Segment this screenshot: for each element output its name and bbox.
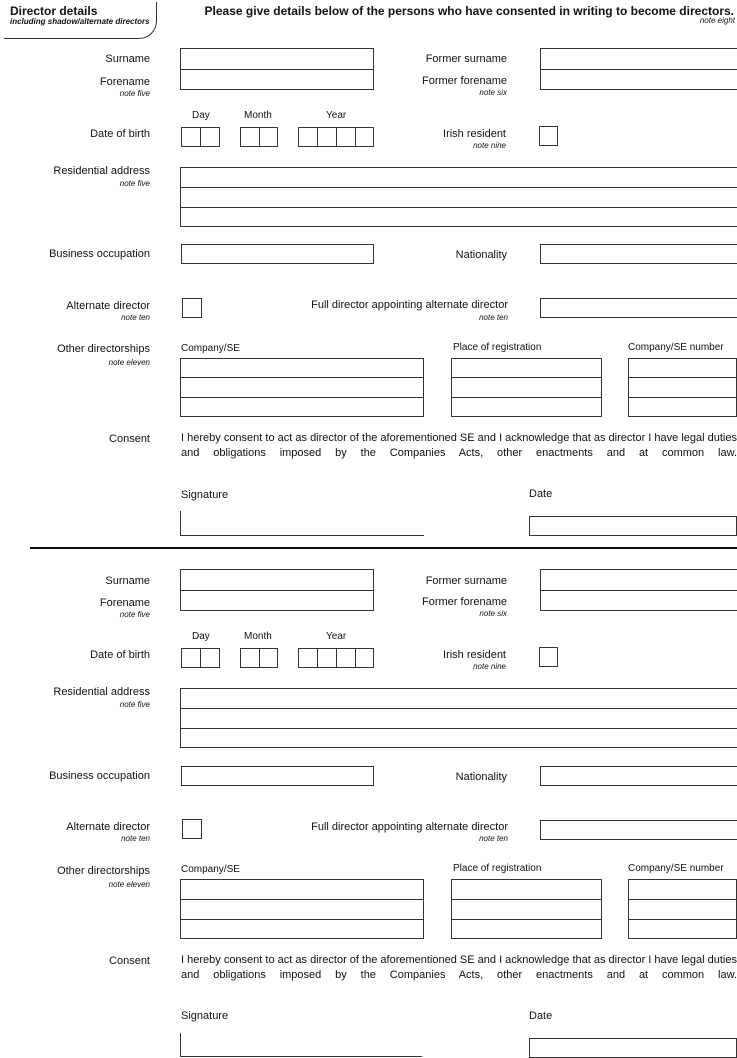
instruction-heading: Please give details below of the persons who have consented in writing to become directors. [204, 4, 734, 18]
former-forename-label: Former forename [422, 75, 507, 87]
box-divider [628, 899, 737, 900]
box-divider [200, 648, 201, 668]
surname-input[interactable] [180, 48, 374, 69]
former-forename-note: note six [479, 88, 507, 97]
date-input[interactable] [529, 516, 737, 536]
month-label: Month [244, 631, 272, 642]
irish-resident-label: Irish resident [443, 649, 506, 661]
former-forename-input[interactable] [540, 590, 737, 611]
full-director-note: note ten [479, 834, 508, 843]
former-surname-label: Former surname [425, 575, 507, 587]
forename-label: Forename [99, 597, 150, 609]
full-director-label: Full director appointing alternate director [311, 299, 508, 311]
place-of-registration-header: Place of registration [453, 863, 542, 874]
box-divider [180, 919, 424, 920]
residential-address-label: Residential address [53, 165, 150, 177]
nationality-label: Nationality [455, 249, 507, 261]
box-divider [180, 377, 424, 378]
business-occupation-label: Business occupation [49, 770, 150, 782]
box-divider [336, 648, 337, 668]
business-occupation-label: Business occupation [49, 248, 150, 260]
business-occupation-input[interactable] [181, 244, 374, 264]
other-directorships-label: Other directorships [57, 343, 150, 355]
alternate-director-label: Alternate director [66, 821, 150, 833]
date-label: Date [529, 1010, 553, 1022]
irish-resident-note: note nine [473, 141, 506, 150]
section-title: Director details [10, 4, 98, 18]
consent-text: I hereby consent to act as director of the aforementioned SE and I acknowledge that as director I have legal duties and obligations imposed by the Companies Acts, other enactments and at common law. [181, 432, 737, 459]
full-director-input[interactable] [540, 298, 737, 318]
company-se-number-header: Company/SE number [628, 863, 724, 874]
box-divider [180, 728, 737, 729]
box-divider [180, 397, 424, 398]
box-divider [180, 708, 737, 709]
forename-label: Forename [99, 76, 150, 88]
other-directorships-note: note eleven [108, 880, 150, 889]
box-divider [317, 648, 318, 668]
surname-label: Surname [105, 575, 150, 587]
consent-label: Consent [109, 955, 150, 967]
surname-label: Surname [105, 53, 150, 65]
residential-address-note: note five [119, 179, 150, 188]
forename-input[interactable] [180, 590, 374, 611]
former-surname-input[interactable] [540, 48, 737, 69]
full-director-note: note ten [479, 313, 508, 322]
surname-input[interactable] [180, 569, 374, 590]
residential-address-box[interactable] [180, 688, 737, 748]
nationality-input[interactable] [540, 244, 737, 264]
alternate-director-note: note ten [121, 313, 150, 322]
box-divider [355, 127, 356, 147]
date-of-birth-label: Date of birth [90, 649, 150, 661]
month-label: Month [244, 110, 272, 121]
former-surname-input[interactable] [540, 569, 737, 590]
box-divider [628, 919, 737, 920]
alternate-director-checkbox[interactable] [182, 298, 202, 318]
signature-field[interactable] [180, 511, 424, 536]
irish-resident-checkbox[interactable] [539, 126, 558, 146]
forename-note: note five [119, 610, 150, 619]
box-divider [180, 899, 424, 900]
company-se-table[interactable] [180, 358, 424, 417]
box-divider [180, 187, 737, 188]
business-occupation-input[interactable] [181, 766, 374, 786]
alternate-director-label: Alternate director [66, 300, 150, 312]
instruction-note: note eight [699, 16, 735, 25]
former-surname-label: Former surname [425, 53, 507, 65]
company-se-header: Company/SE [181, 864, 240, 875]
date-of-birth-label: Date of birth [90, 128, 150, 140]
irish-resident-label: Irish resident [443, 128, 506, 140]
box-divider [259, 127, 260, 147]
box-divider [451, 919, 602, 920]
company-se-number-table[interactable] [628, 358, 737, 417]
nationality-label: Nationality [455, 771, 507, 783]
signature-label: Signature [181, 489, 229, 501]
box-divider [336, 127, 337, 147]
residential-address-note: note five [119, 700, 150, 709]
date-input[interactable] [529, 1038, 737, 1058]
company-se-table[interactable] [180, 879, 424, 939]
place-of-registration-header: Place of registration [453, 342, 542, 353]
full-director-input[interactable] [540, 820, 737, 840]
box-divider [628, 377, 737, 378]
nationality-input[interactable] [540, 766, 737, 786]
box-divider [451, 397, 602, 398]
day-label: Day [192, 110, 210, 121]
forename-note: note five [119, 89, 150, 98]
date-label: Date [529, 488, 553, 500]
irish-resident-checkbox[interactable] [539, 647, 558, 667]
former-forename-label: Former forename [422, 596, 507, 608]
place-of-registration-table[interactable] [451, 879, 602, 939]
box-divider [451, 899, 602, 900]
other-directorships-label: Other directorships [57, 865, 150, 877]
year-label: Year [326, 110, 347, 121]
former-forename-input[interactable] [540, 69, 737, 90]
residential-address-label: Residential address [53, 686, 150, 698]
day-label: Day [192, 631, 210, 642]
consent-label: Consent [109, 433, 150, 445]
block-divider [30, 547, 737, 549]
signature-field[interactable] [180, 1033, 422, 1057]
place-of-registration-table[interactable] [451, 358, 602, 417]
box-divider [200, 127, 201, 147]
signature-label: Signature [181, 1010, 229, 1022]
box-divider [451, 377, 602, 378]
year-label: Year [326, 631, 347, 642]
irish-resident-note: note nine [473, 662, 506, 671]
company-se-number-header: Company/SE number [628, 342, 724, 353]
alternate-director-note: note ten [121, 834, 150, 843]
box-divider [180, 207, 737, 208]
other-directorships-note: note eleven [108, 358, 150, 367]
company-se-number-table[interactable] [628, 879, 737, 939]
box-divider [317, 127, 318, 147]
full-director-label: Full director appointing alternate director [311, 821, 508, 833]
residential-address-box[interactable] [180, 167, 737, 227]
forename-input[interactable] [180, 69, 374, 90]
former-forename-note: note six [479, 609, 507, 618]
alternate-director-checkbox[interactable] [182, 819, 202, 839]
consent-text: I hereby consent to act as director of the aforementioned SE and I acknowledge that as director I have legal duties and obligations imposed by the Companies Acts, other enactments and at common law. [181, 954, 737, 981]
box-divider [259, 648, 260, 668]
box-divider [628, 397, 737, 398]
company-se-header: Company/SE [181, 343, 240, 354]
section-subtitle: including shadow/alternate directors [10, 17, 150, 26]
box-divider [355, 648, 356, 668]
